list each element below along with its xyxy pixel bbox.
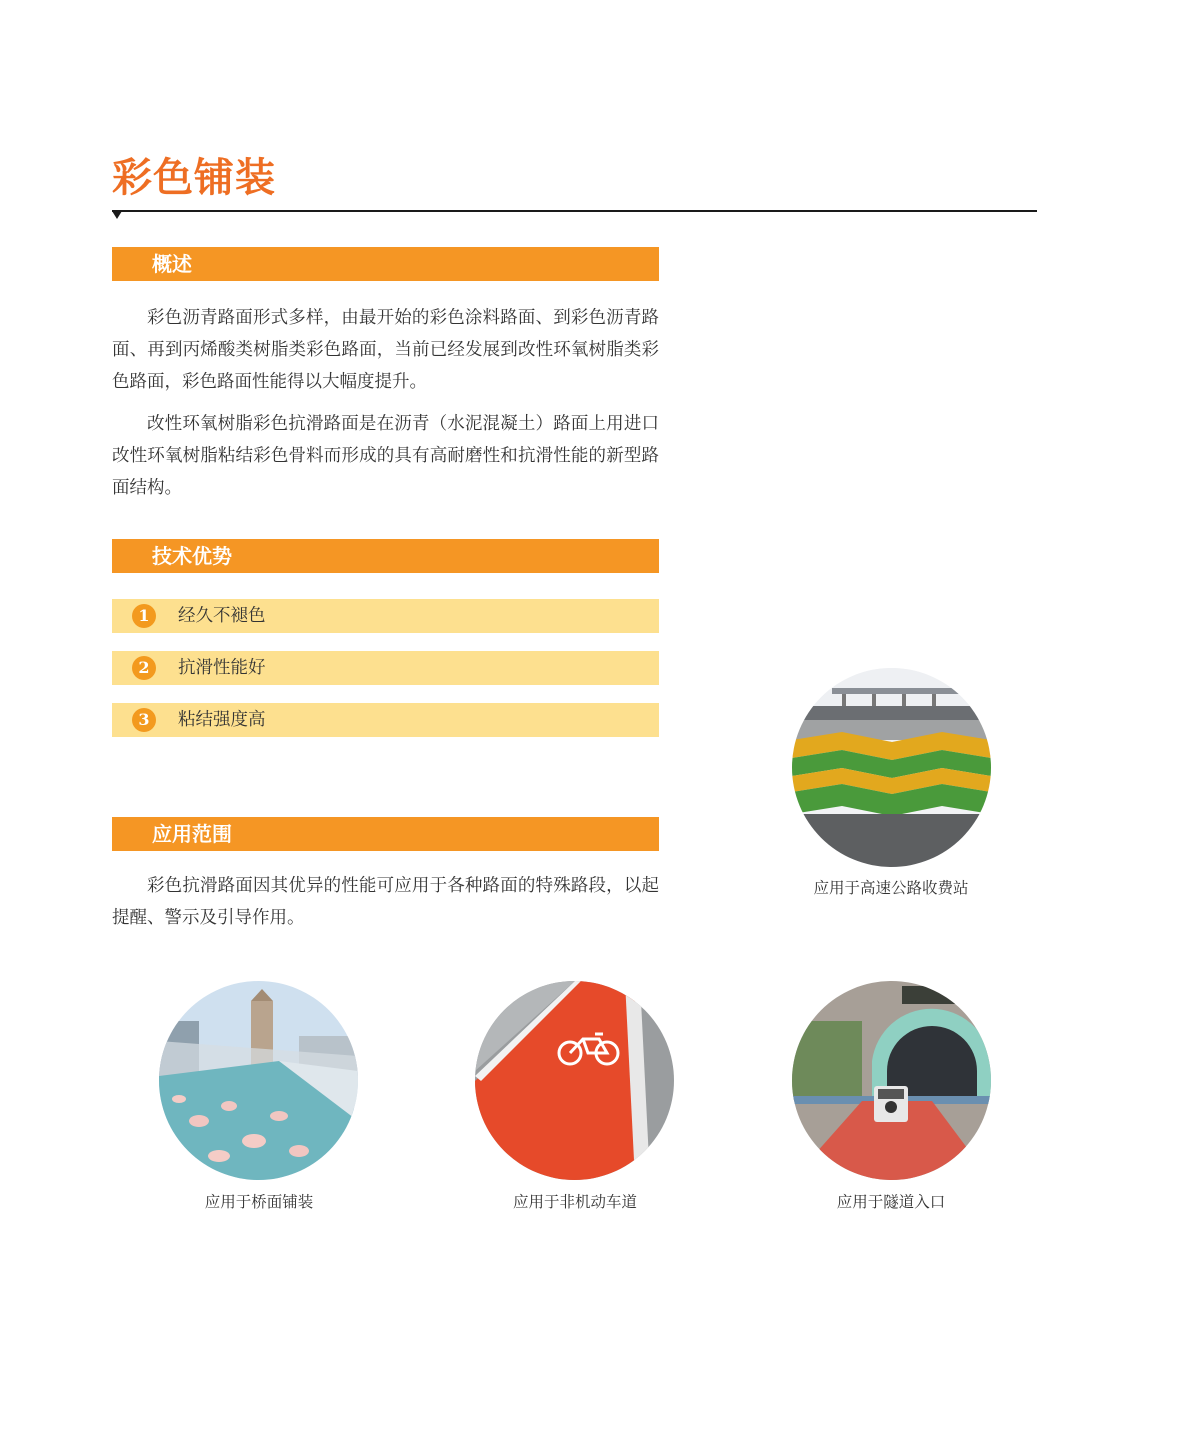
advantage-item xyxy=(112,703,659,737)
caption-toll-station: 应用于高速公路收费站 xyxy=(813,879,969,897)
advantage-label: 粘结强度高 xyxy=(178,710,266,730)
number-badge-icon: 1 xyxy=(132,604,156,628)
toll-station-photo xyxy=(792,668,991,867)
applications-paragraph: 彩色抗滑路面因其优异的性能可应用于各种路面的特殊路段，以起提醒、警示及引导作用。 xyxy=(112,876,659,928)
overview-paragraph-1: 彩色沥青路面形式多样，由最开始的彩色涂料路面、到彩色沥青路面、再到丙烯酸类树脂类彩色路面，当前已经发展到改性环氧树脂类彩色路面，彩色路面性能得以大幅度提升。 xyxy=(112,308,659,392)
caption-bike-lane: 应用于非机动车道 xyxy=(512,1193,637,1211)
page-title: 彩色铺装 xyxy=(112,155,276,201)
overview-paragraph-2: 改性环氧树脂彩色抗滑路面是在沥青（水泥混凝土）路面上用进口改性环氧树脂粘结彩色骨料而形成的具有高耐磨性和抗滑性能的新型路面结构。 xyxy=(112,414,659,498)
caption-tunnel-entrance: 应用于隧道入口 xyxy=(836,1193,946,1211)
number-badge-icon: 2 xyxy=(132,656,156,680)
number-badge-icon: 3 xyxy=(132,708,156,732)
bike-lane-photo xyxy=(475,981,674,1180)
title-divider xyxy=(112,210,1037,212)
bridge-deck-photo xyxy=(159,981,358,1180)
section-heading-overview: 概述 xyxy=(112,247,659,281)
advantage-label: 抗滑性能好 xyxy=(178,658,266,678)
caption-bridge-deck: 应用于桥面铺装 xyxy=(204,1193,314,1211)
tunnel-entrance-photo xyxy=(792,981,991,1180)
section-heading-applications: 应用范围 xyxy=(112,817,659,851)
advantage-label: 经久不褪色 xyxy=(178,606,266,626)
advantage-item xyxy=(112,651,659,685)
section-heading-advantages: 技术优势 xyxy=(112,539,659,573)
title-marker-triangle xyxy=(112,211,122,219)
advantage-item xyxy=(112,599,659,633)
